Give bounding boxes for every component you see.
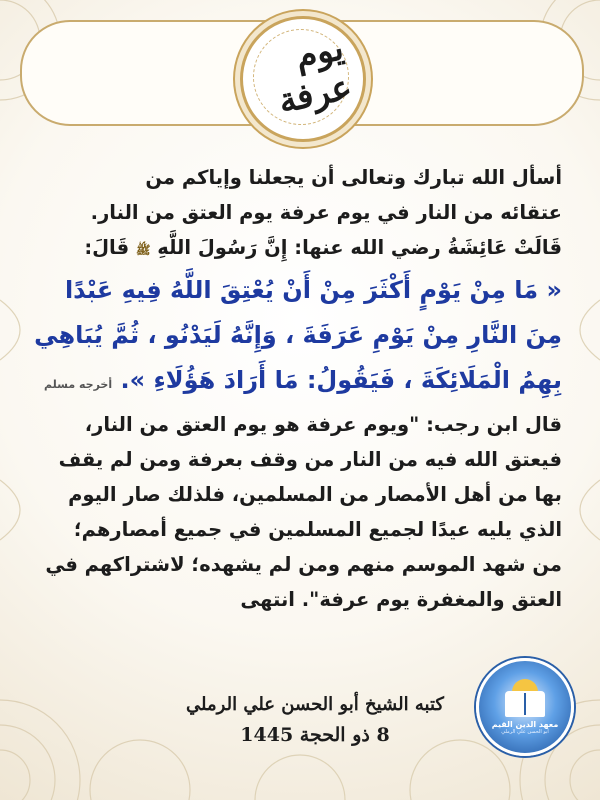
signature-block: [150, 690, 480, 750]
logo-subtitle: أبو الحسن علي الرملي: [501, 729, 549, 735]
narration-said: قَالَ:: [84, 236, 130, 259]
body-line-2: عتقائه من النار في يوم عرفة يوم العتق من النار.: [90, 201, 562, 224]
narration-intro: قَالَتْ عَائِشَةُ رضي الله عنها: إِنَّ رَسُولَ اللَّهِ: [157, 236, 562, 259]
book-icon: [505, 691, 545, 717]
title-medallion: [240, 16, 366, 142]
hadith-line-1: « مَا مِنْ يَوْمٍ أَكْثَرَ مِنْ أَنْ يُعْتِقَ اللَّهُ فِيهِ عَبْدًا: [64, 276, 562, 304]
quote-line-3: بها من أهل الأمصار من المسلمين، فلذلك صار اليوم: [68, 483, 562, 506]
quote-line-1: قال ابن رجب: "ويوم عرفة هو يوم العتق من النار،: [84, 413, 562, 436]
quote-line-4: الذي يليه عيدًا لجميع المسلمين في جميع أمصارهم؛: [73, 518, 562, 541]
institute-logo: [476, 658, 574, 756]
title-calligraphy: يوم عرفة: [275, 28, 356, 122]
quote-line-6: العتق والمغفرة يوم عرفة". انتهى: [240, 588, 562, 611]
body-line-1: أسأل الله تبارك وتعالى أن يجعلنا وإياكم من: [145, 166, 562, 189]
logo-name: معهد الدين القيم: [491, 720, 559, 729]
main-text-block: [34, 160, 562, 617]
author-line: كتبه الشيخ أبو الحسن علي الرملي: [186, 694, 444, 715]
salla-symbol: ﷺ: [135, 243, 151, 257]
hadith-line-3-text: بِهِمُ الْمَلَائِكَةَ ، فَيَقُولُ: مَا أَرَادَ هَؤُلَاءِ ».: [120, 366, 562, 394]
date-line: 8 ذو الحجة 1445: [240, 724, 390, 746]
quote-line-2: فيعتق الله فيه من النار من وقف بعرفة ومن لم يقف: [58, 448, 562, 471]
hadith-line-3: [38, 358, 562, 407]
hadith-line-2: مِنَ النَّارِ مِنْ يَوْمِ عَرَفَةَ ، وَإِنَّهُ لَيَدْنُو ، ثُمَّ يُبَاهِي: [34, 321, 562, 349]
body-line-3: [38, 230, 562, 268]
medallion-inner-ring: [253, 28, 356, 125]
hadith-source: أخرجه مسلم: [44, 378, 113, 391]
quote-line-5: من شهد الموسم منهم ومن لم يشهده؛ لاشتراكهم في: [45, 553, 562, 576]
